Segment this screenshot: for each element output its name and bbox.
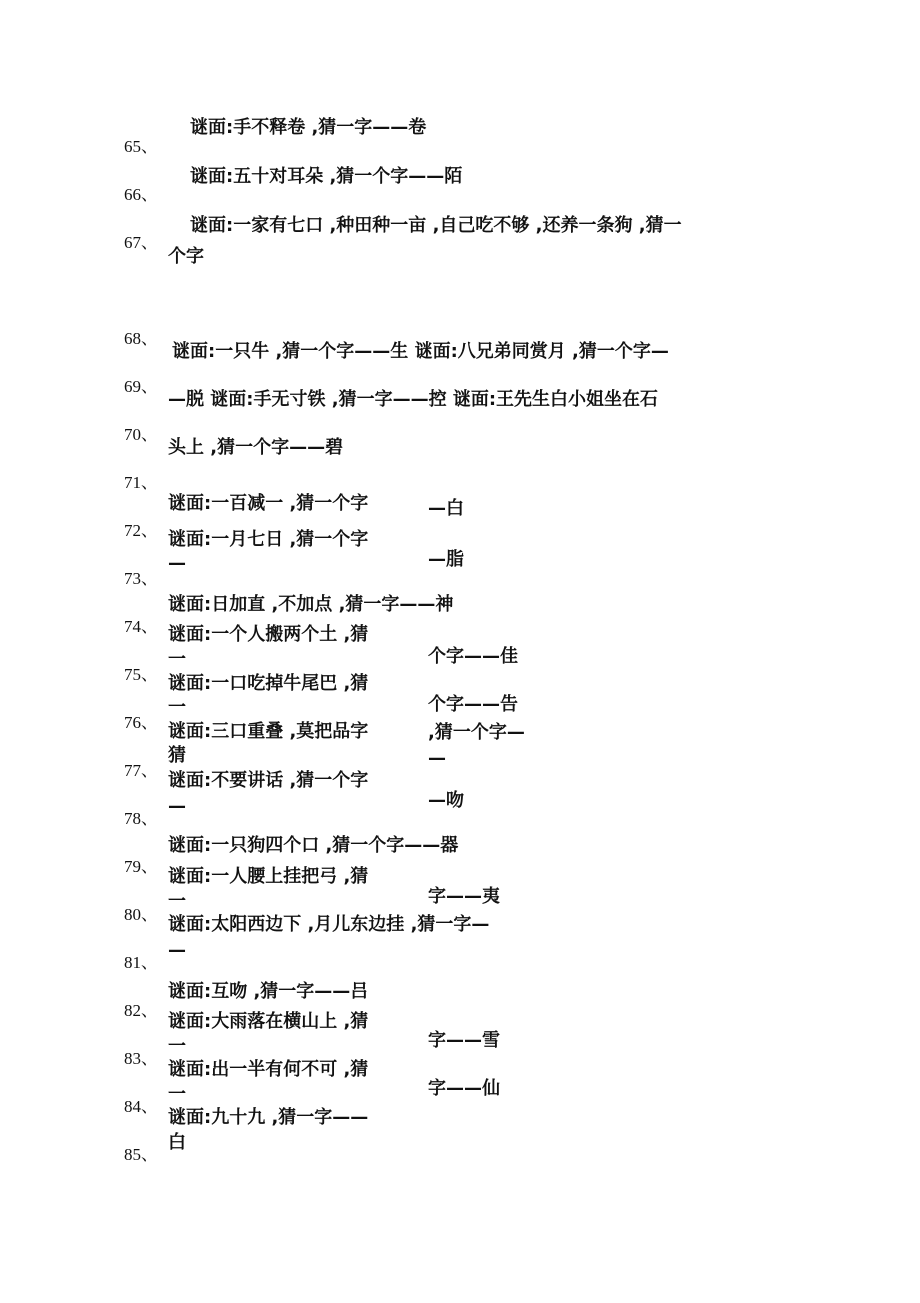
item-number: 74、 xyxy=(124,617,158,636)
riddle-answer: 字——仙 xyxy=(428,1078,500,1099)
riddle-answer: —吻 xyxy=(428,790,464,811)
item-number: 73、 xyxy=(124,569,158,588)
item-number: 83、 xyxy=(124,1049,158,1068)
riddle-line: 谜面:一百减一 ,猜一个字 xyxy=(168,493,369,514)
riddle-line: 谜面:太阳西边下 ,月儿东边挂 ,猜一字— xyxy=(168,914,490,935)
item-number: 84、 xyxy=(124,1097,158,1116)
riddle-fragment: — xyxy=(168,940,186,961)
item-number: 80、 xyxy=(124,905,158,924)
riddle-answer: 字——雪 xyxy=(428,1030,500,1051)
riddle-line: 谜面:出一半有何不可 ,猜 xyxy=(168,1059,369,1080)
riddle-line: 谜面:一只牛 ,猜一个字——生 谜面:八兄弟同赏月 ,猜一个字— xyxy=(172,341,669,362)
item-number: 76、 xyxy=(124,713,158,732)
riddle-line: 谜面:大雨落在横山上 ,猜 xyxy=(168,1011,369,1032)
item-number: 70、 xyxy=(124,425,158,444)
riddle-line: 谜面:三口重叠 ,莫把品字 xyxy=(168,721,369,742)
riddle-line: 谜面:一个人搬两个土 ,猜 xyxy=(168,624,369,645)
riddle-fragment: — xyxy=(428,748,446,769)
riddle-line: 谜面:日加直 ,不加点 ,猜一字——神 xyxy=(168,594,454,615)
item-number: 72、 xyxy=(124,521,158,540)
riddle-line: 头上 ,猜一个字——碧 xyxy=(168,437,344,458)
riddle-fragment: — xyxy=(168,796,186,817)
item-number: 75、 xyxy=(124,665,158,684)
item-number: 82、 xyxy=(124,1001,158,1020)
item-number: 68、 xyxy=(124,329,158,348)
riddle-answer: —脂 xyxy=(428,549,464,570)
riddle-line: 谜面:一人腰上挂把弓 ,猜 xyxy=(168,866,369,887)
riddle-line: 个字 xyxy=(168,246,204,267)
riddle-answer: ,猜一个字— xyxy=(428,722,525,743)
riddle-line: 谜面:一月七日 ,猜一个字 xyxy=(168,529,369,550)
item-number: 79、 xyxy=(124,857,158,876)
riddle-line: 谜面:互吻 ,猜一字——吕 xyxy=(168,981,369,1002)
riddle-fragment: 猜 xyxy=(168,745,186,766)
riddle-line: 谜面:九十九 ,猜一字—— xyxy=(168,1107,369,1128)
riddle-line: 谜面:一只狗四个口 ,猜一个字——器 xyxy=(168,835,459,856)
riddle-fragment: 一 xyxy=(168,891,186,912)
riddle-line: 谜面:不要讲话 ,猜一个字 xyxy=(168,770,369,791)
riddle-line: 谜面:手不释卷 ,猜一字——卷 xyxy=(190,117,427,138)
item-number: 85、 xyxy=(124,1145,158,1164)
riddle-answer: 白 xyxy=(168,1132,186,1153)
riddle-line: 谜面:五十对耳朵 ,猜一个字——陌 xyxy=(190,166,463,187)
riddle-line: —脱 谜面:手无寸铁 ,猜一字——控 谜面:王先生白小姐坐在石 xyxy=(168,389,659,410)
riddle-fragment: 一 xyxy=(168,1036,186,1057)
item-number: 67、 xyxy=(124,233,158,252)
riddle-fragment: 一 xyxy=(168,697,186,718)
riddle-fragment: 一 xyxy=(168,1084,186,1105)
item-number: 65、 xyxy=(124,137,158,156)
riddle-line: 谜面:一口吃掉牛尾巴 ,猜 xyxy=(168,673,369,694)
riddle-fragment: — xyxy=(168,553,186,574)
item-number: 77、 xyxy=(124,761,158,780)
riddle-answer: 个字——告 xyxy=(428,694,518,715)
riddle-fragment: 一 xyxy=(168,649,186,670)
item-number: 81、 xyxy=(124,953,158,972)
item-number: 71、 xyxy=(124,473,158,492)
item-number: 69、 xyxy=(124,377,158,396)
item-number: 78、 xyxy=(124,809,158,828)
riddle-answer: 字——夷 xyxy=(428,886,500,907)
item-number: 66、 xyxy=(124,185,158,204)
riddle-answer: 个字——佳 xyxy=(428,646,518,667)
riddle-line: 谜面:一家有七口 ,种田种一亩 ,自己吃不够 ,还养一条狗 ,猜一 xyxy=(190,215,682,236)
riddle-answer: —白 xyxy=(428,498,464,519)
